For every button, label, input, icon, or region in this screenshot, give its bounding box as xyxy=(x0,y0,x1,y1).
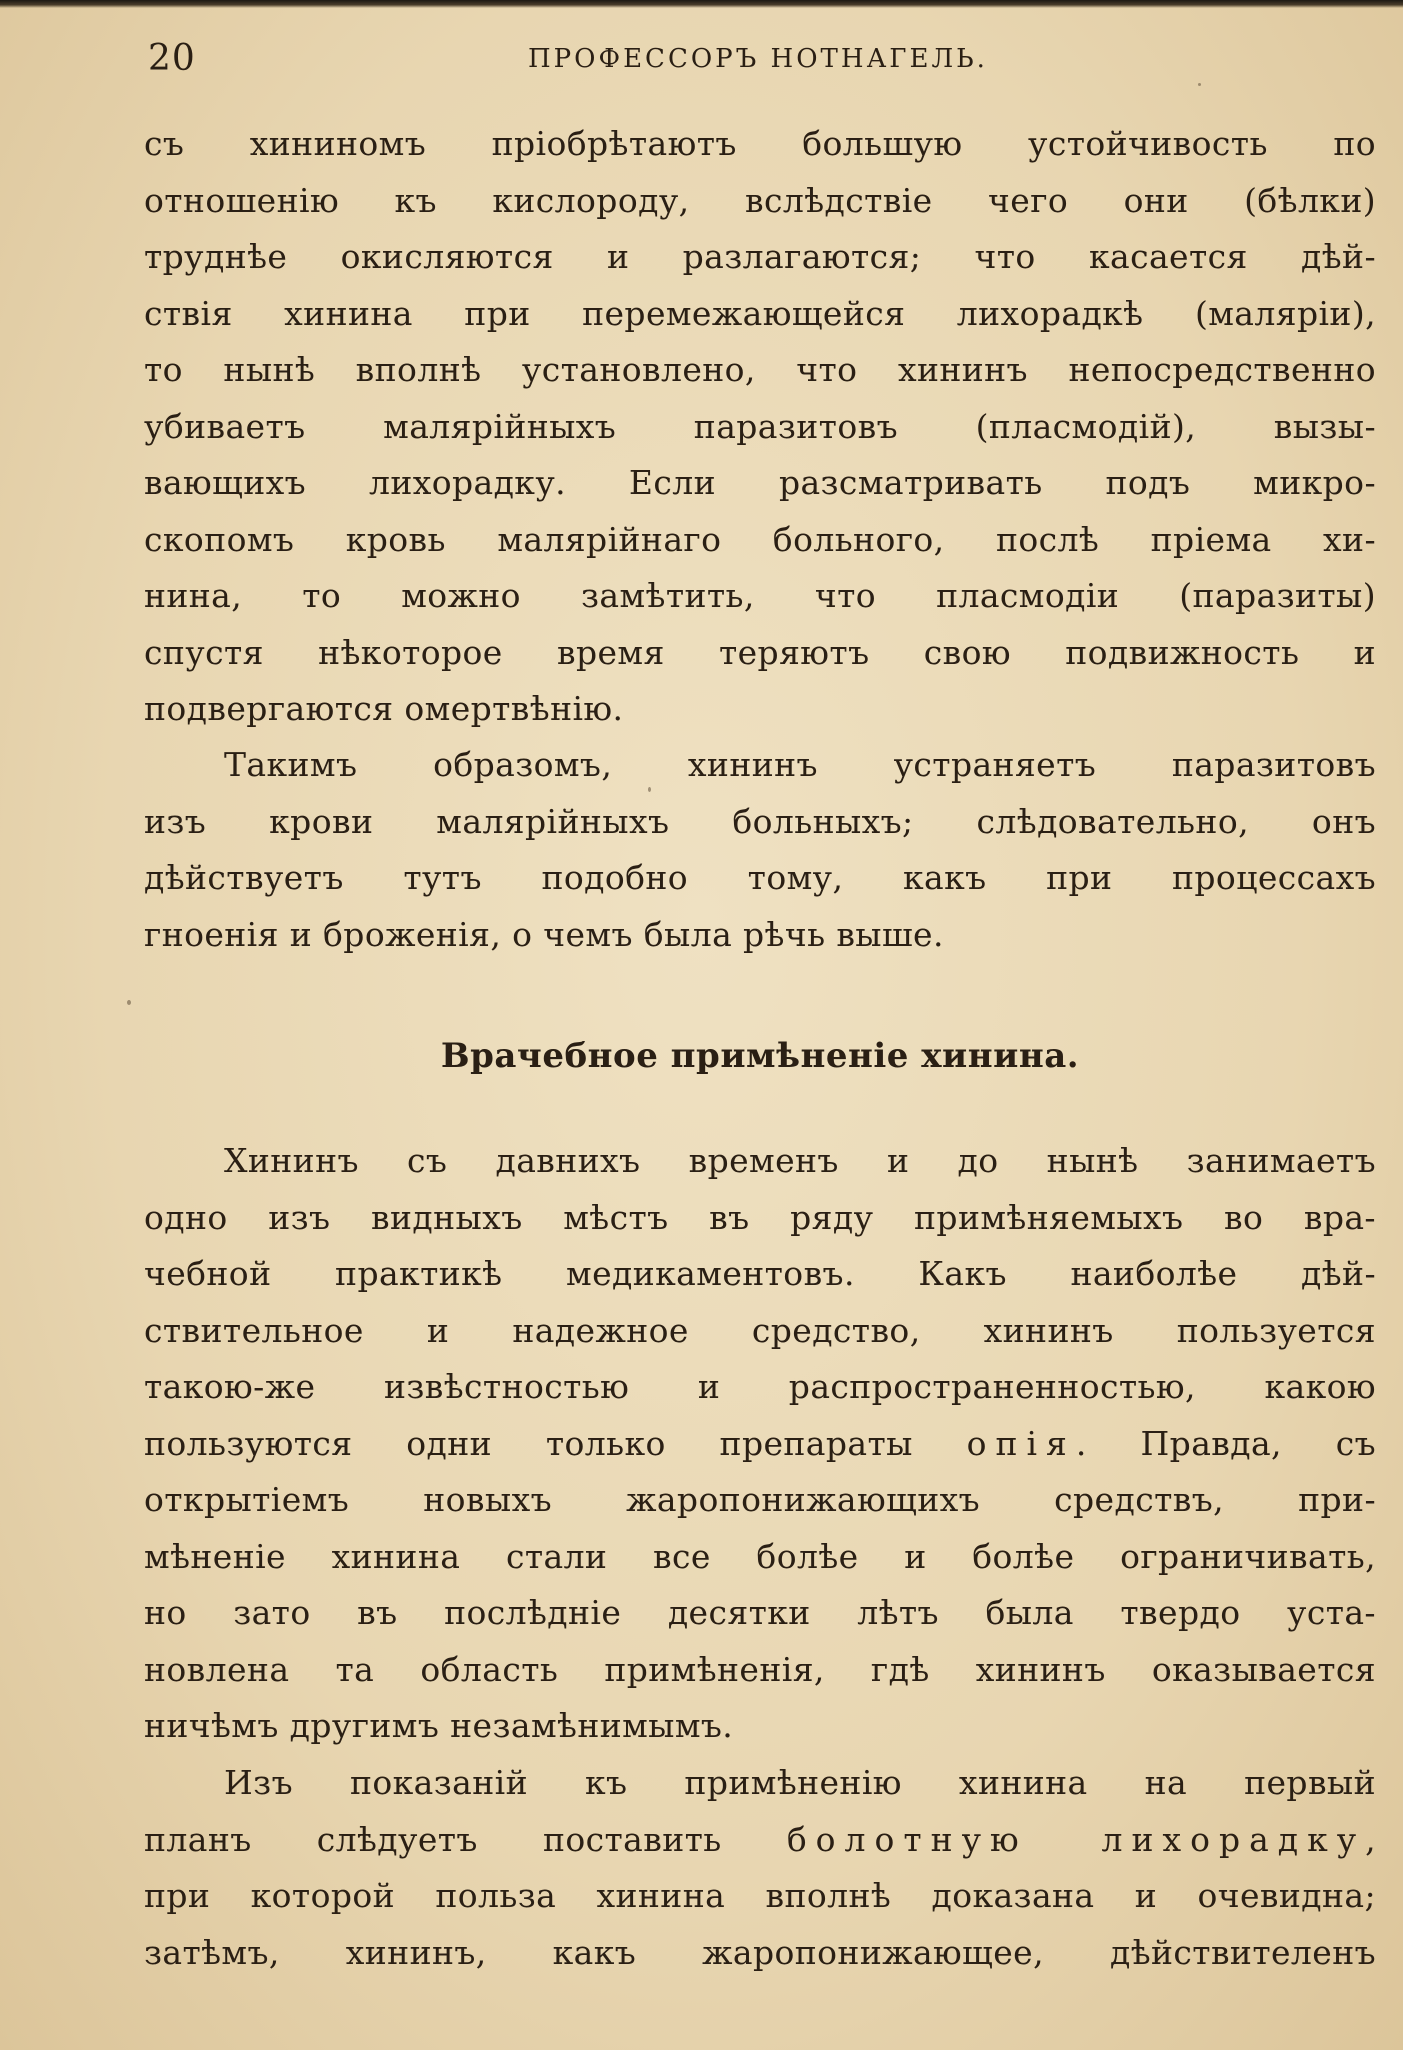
spaced-emphasis: болотную лихорадку xyxy=(786,1819,1366,1859)
text-line: отношенію къ кислороду, вслѣдствіе чего они (бѣлки) xyxy=(144,180,1376,220)
paper-speck xyxy=(127,1000,131,1005)
text-line: то нынѣ вполнѣ установлено, что хининъ непосредственно xyxy=(144,350,1376,389)
paragraph-1 xyxy=(144,116,1376,738)
text-line: дѣйствуетъ тутъ подобно тому, какъ при процессахъ xyxy=(144,858,1376,897)
paper-speck xyxy=(648,787,651,792)
text-run: . Правда, съ xyxy=(1075,1423,1376,1463)
text-line: ствія хинина при перемежающейся лихорадкѣ (маляріи), xyxy=(144,293,1376,333)
text-line-with-spaced-word xyxy=(144,1812,1376,1869)
text-line: такою-же извѣстностью и распространенностью, какою xyxy=(144,1367,1376,1406)
paper-speck xyxy=(1198,83,1201,86)
text-line: нина, то можно замѣтить, что пласмодіи (паразиты) xyxy=(144,576,1376,615)
text-line: вающихъ лихорадку. Если разсматривать подъ микро- xyxy=(144,463,1376,502)
text-line: скопомъ кровь малярійнаго больного, послѣ пріема хи- xyxy=(144,519,1376,559)
text-line-with-spaced-word xyxy=(144,1416,1376,1473)
text-line: ствительное и надежное средство, хининъ пользуется xyxy=(144,1310,1376,1350)
text-line: при которой польза хинина вполнѣ доказана и очевидна; xyxy=(144,1876,1376,1915)
paragraph-3 xyxy=(144,1133,1376,1755)
text-run: , xyxy=(1365,1819,1377,1859)
text-line: гноенія и броженія, о чемъ была рѣчь выше. xyxy=(144,914,944,954)
text-line: Такимъ образомъ, хининъ устраняетъ паразитовъ xyxy=(224,745,1376,784)
text-line: мѣненіе хинина стали все болѣе и болѣе ограничивать, xyxy=(144,1536,1376,1576)
text-line: одно изъ видныхъ мѣстъ въ ряду примѣняемыхъ во вра- xyxy=(144,1197,1376,1237)
text-line: затѣмъ, хининъ, какъ жаропонижающее, дѣйствителенъ xyxy=(144,1932,1376,1972)
text-line: убиваетъ малярійныхъ паразитовъ (пласмодій), вызы- xyxy=(144,406,1376,446)
page-number: 20 xyxy=(148,38,196,79)
section-heading: Врачебное примѣненіе хинина. xyxy=(440,1036,1080,1076)
text-line: чебной практикѣ медикаментовъ. Какъ наиболѣе дѣй- xyxy=(144,1254,1376,1293)
text-line: изъ крови малярійныхъ больныхъ; слѣдовательно, онъ xyxy=(144,801,1376,841)
running-title: ПРОФЕССОРЪ НОТНАГЕЛЬ. xyxy=(528,44,988,74)
text-line: Изъ показаній къ примѣненію хинина на первый xyxy=(224,1763,1376,1802)
text-line: съ хининомъ пріобрѣтаютъ большую устойчивость по xyxy=(144,124,1376,163)
text-line: Хининъ съ давнихъ временъ и до нынѣ занимаетъ xyxy=(224,1141,1376,1180)
text-run: планъ слѣдуетъ поставить xyxy=(144,1819,722,1859)
running-head xyxy=(148,38,1378,88)
text-line: подвергаются омертвѣнію. xyxy=(144,689,624,728)
text-line: открытіемъ новыхъ жаропонижающихъ средствъ, при- xyxy=(144,1480,1376,1519)
text-line: спустя нѣкоторое время теряютъ свою подвижность и xyxy=(144,632,1376,672)
text-line: но зато въ послѣдніе десятки лѣтъ была твердо уста- xyxy=(144,1593,1376,1632)
text-line: труднѣе окисляются и разлагаются; что касается дѣй- xyxy=(144,237,1376,276)
spaced-emphasis: опія xyxy=(966,1423,1076,1463)
text-run: пользуются одни только препараты xyxy=(144,1423,913,1463)
paragraph-4 xyxy=(144,1755,1376,1981)
text-line: новлена та область примѣненія, гдѣ хининъ оказывается xyxy=(144,1649,1376,1689)
page-top-edge xyxy=(0,0,1403,8)
paragraph-2 xyxy=(144,737,1376,963)
text-line: ничѣмъ другимъ незамѣнимымъ. xyxy=(144,1706,734,1745)
